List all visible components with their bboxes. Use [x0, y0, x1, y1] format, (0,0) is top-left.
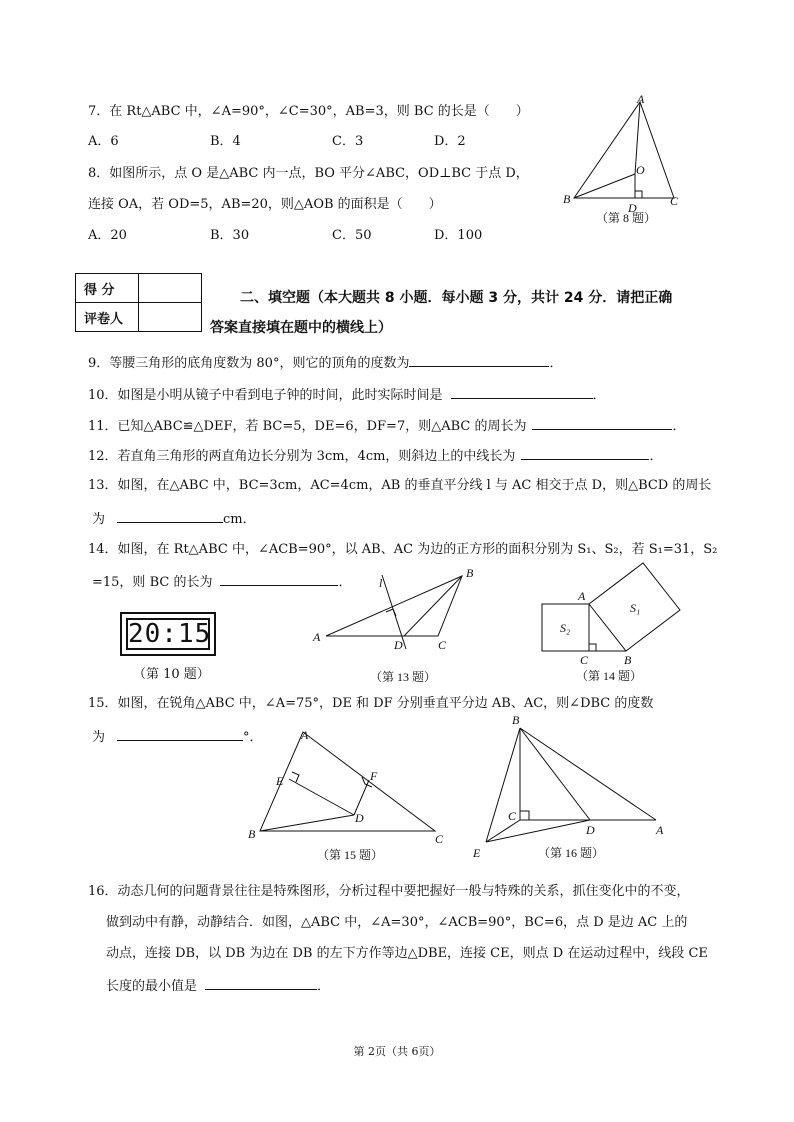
q8-line2: 连接 OA，若 OD=5，AB=20，则△AOB 的面积是（ ）: [88, 197, 442, 212]
fig16-label-b: B: [512, 713, 520, 727]
q9-blank[interactable]: [409, 354, 549, 367]
figure-15: [245, 725, 455, 865]
q12-blank[interactable]: [521, 447, 649, 460]
q15-line1: 15．如图，在锐角△ABC 中，∠A=75°，DE 和 DF 分别垂直平分边 AB、AC，则∠DBC 的度数: [88, 696, 654, 711]
q7-option-b: B．4: [210, 134, 241, 149]
fig10-caption: （第 10 题）: [133, 667, 210, 682]
q15-line2: 为 °．: [92, 730, 263, 745]
q14-line1: 14．如图，在 Rt△ABC 中，∠ACB=90°，以 AB、AC 为边的正方形的面积分别为 S₁、S₂，若 S₁=31，S₂: [88, 542, 718, 557]
q11-blank[interactable]: [532, 417, 672, 430]
figure-10-clock: [120, 612, 216, 656]
q16-line1: 16．动态几何的问题背景往往是特殊图形，分析过程中要把握好一般与特殊的关系，抓住变化中的不变，: [88, 884, 690, 899]
fig16-label-a: A: [656, 823, 664, 837]
section2-heading-line2: 答案直接填在题中的横线上）: [210, 320, 392, 336]
fig15-caption: （第 15 题）: [317, 848, 384, 862]
figure-14: [536, 560, 696, 683]
q13-blank[interactable]: [117, 510, 223, 523]
fig14-caption: （第 14 题）: [576, 669, 643, 683]
figure-16: [470, 712, 680, 862]
fig8-label-d: D: [628, 201, 637, 215]
fig14-label-b: B: [624, 653, 632, 667]
fig8-label-o: O: [636, 163, 645, 177]
q8-option-d: D．100: [434, 228, 483, 243]
q9-stem: 9．等腰三角形的底角度数为 80°，则它的顶角的度数为 ．: [88, 356, 563, 371]
fig8-caption: （第 8 题）: [596, 211, 657, 225]
fig16-label-c: C: [508, 809, 517, 823]
fig16-label-e: E: [473, 846, 481, 860]
q16-blank[interactable]: [205, 977, 317, 990]
q7-option-d: D．2: [434, 134, 466, 149]
fig15-label-e: E: [276, 774, 284, 788]
q8-option-c: C．50: [332, 228, 372, 243]
q16-line2: 做到动中有静，动静结合．如图，△ABC 中，∠A=30°，∠ACB=90°，BC=6，点 D 是边 AC 上的: [106, 915, 688, 930]
fig13-label-d: D: [394, 638, 403, 652]
grader-label: 评卷人: [76, 303, 139, 332]
fig15-label-f: F: [370, 769, 378, 783]
q13-line1: 13．如图，在△ABC 中，BC=3cm，AC=4cm，AB 的垂直平分线 l 与 AC 相交于点 D，则△BCD 的周长: [88, 478, 712, 493]
fig8-label-b: B: [563, 192, 571, 206]
fig16-label-d: D: [586, 823, 595, 837]
q16-line3: 动点，连接 DB，以 DB 为边在 DB 的左下方作等边△DBE，连接 CE，则点 D 在运动过程中，线段 CE: [106, 946, 708, 961]
fig14-label-s1: S₁: [630, 601, 641, 615]
fig16-caption: （第 16 题）: [538, 846, 605, 860]
q8-option-b: B．30: [210, 228, 250, 243]
fig13-caption: （第 13 题）: [370, 670, 437, 684]
q11-stem: 11．已知△ABC≌△DEF，若 BC=5，DE=6，DF=7，则△ABC 的周长为 ．: [88, 419, 686, 434]
figure-13: [310, 565, 490, 684]
fig15-label-c: C: [435, 832, 444, 846]
page-footer: 第 2页（共 6页）: [353, 1045, 441, 1058]
figure-8: [560, 92, 690, 225]
fig8-label-a: A: [637, 92, 645, 106]
fig15-label-d: D: [355, 811, 364, 825]
fig8-label-c: C: [670, 194, 679, 208]
q12-stem: 12．若直角三角形的两直角边长分别为 3cm，4cm，则斜边上的中线长为 ．: [88, 449, 663, 464]
fig15-label-b: B: [248, 827, 256, 841]
grader-box: [139, 303, 202, 332]
clock-display: 20:15: [128, 619, 212, 649]
q8-line1: 8．如图所示，点 O 是△ABC 内一点，BO 平分∠ABC，OD⊥BC 于点 D，: [88, 166, 529, 181]
fig13-label-l: l: [379, 576, 383, 590]
score-table: [75, 273, 202, 332]
q16-line4: 长度的最小值是 ．: [106, 979, 331, 994]
q14-line2: =15，则 BC 的长为 ．: [92, 575, 352, 590]
q7-option-c: C．3: [332, 134, 364, 149]
section2-heading-line1: 二、填空题（本大题共 8 小题．每小题 3 分，共计 24 分．请把正确: [240, 290, 673, 306]
q15-blank[interactable]: [117, 728, 243, 741]
fig14-label-s2: S₂: [560, 621, 571, 635]
score-label: 得 分: [76, 274, 139, 303]
score-box: [139, 274, 202, 303]
q7-stem: 7．在 Rt△ABC 中，∠A=90°，∠C=30°，AB=3，则 BC 的长是（ ）: [88, 104, 529, 119]
fig13-label-a: A: [313, 630, 321, 644]
q10-stem: 10．如图是小明从镜子中看到电子钟的时间，此时实际时间是 ．: [88, 388, 606, 403]
fig13-label-c: C: [438, 638, 447, 652]
fig14-label-c: C: [580, 653, 589, 667]
q7-option-a: A．6: [88, 134, 119, 149]
q8-option-a: A．20: [88, 228, 127, 243]
fig13-label-b: B: [466, 566, 474, 580]
fig14-label-a: A: [578, 589, 586, 603]
q10-blank[interactable]: [451, 386, 593, 399]
fig15-label-a: A: [301, 728, 309, 742]
q13-line2: 为 cm．: [92, 512, 256, 527]
